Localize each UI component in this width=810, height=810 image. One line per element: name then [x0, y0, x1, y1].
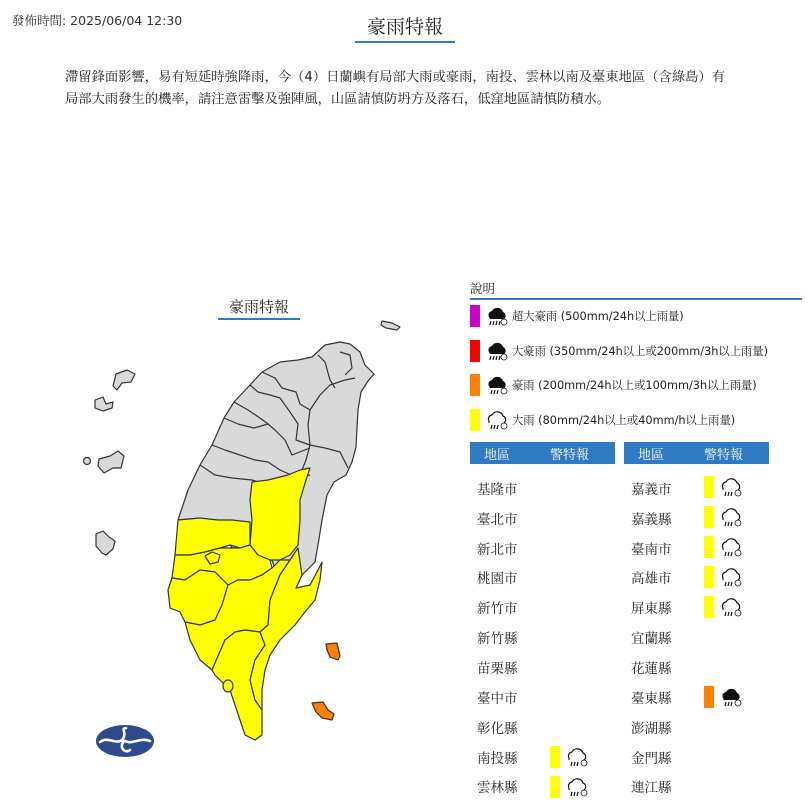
region-lienchiang: 連江縣: [631, 780, 672, 796]
region-yunlin: 雲林縣: [477, 780, 518, 796]
legend-label: 豪雨 (200mm/24h以上或100mm/3h以上雨量): [512, 379, 757, 392]
region-taichung: 臺中市: [477, 691, 518, 707]
header-warning: 警特報: [704, 447, 744, 463]
cloud-filled-rain-icon: [485, 305, 509, 327]
legend-swatch: [470, 374, 480, 396]
header-region: 地區: [638, 447, 665, 463]
region-hsinchu-city: 新竹市: [477, 601, 518, 617]
cwa-logo: [96, 725, 154, 757]
cloud-outline-rain-icon: [565, 746, 589, 768]
region-chiayi-county: 嘉義縣: [631, 512, 672, 528]
map-island-matsu[interactable]: [381, 321, 400, 330]
warning-swatch-chiayi-county: [704, 506, 714, 528]
legend-swatch: [470, 305, 480, 327]
cloud-outline-rain-icon: [719, 506, 743, 528]
map-island-penghu-2[interactable]: [84, 458, 91, 465]
warning-swatch-chiayi-city: [704, 476, 714, 498]
region-tainan: 臺南市: [631, 542, 672, 558]
region-pingtung: 屏東縣: [631, 601, 672, 617]
warning-swatch-pingtung: [704, 596, 714, 618]
warning-swatch-kaohsiung: [704, 566, 714, 588]
warning-swatch-nantou: [550, 746, 560, 768]
map-island-xiaoliuqiu[interactable]: [223, 680, 233, 692]
cloud-outline-rain-icon: [565, 776, 589, 798]
warning-description: 滯留鋒面影響，易有短延時強降雨，今（4）日蘭嶼有局部大雨或豪雨，南投、雲林以南及臺東地區（含綠島）有局部大雨發生的機率，請注意雷擊及強陣風，山區請慎防坍方及落石，低窪地區請慎防積水。: [65, 70, 726, 107]
region-kaohsiung: 高雄市: [631, 571, 672, 587]
region-taipei: 臺北市: [477, 512, 518, 528]
legend-label: 大豪雨 (350mm/24h以上或200mm/3h以上雨量): [512, 345, 769, 358]
cloud-outline-rain-icon: [719, 536, 743, 558]
legend-heading: 說明: [470, 279, 802, 300]
region-chiayi-city: 嘉義市: [631, 482, 672, 498]
map-island-kinmen-1[interactable]: [113, 370, 135, 390]
map-island-penghu-1[interactable]: [98, 451, 124, 473]
warning-swatch-taitung: [704, 686, 714, 708]
legend-item-torrential: [470, 374, 757, 396]
map-island-green-island[interactable]: [326, 643, 340, 660]
header-region: 地區: [484, 447, 511, 463]
legend-item-super-torrential: [470, 305, 684, 327]
region-hsinchu-county: 新竹縣: [477, 631, 518, 647]
legend-swatch: [470, 340, 480, 362]
cloud-outline-rain-icon: [719, 566, 743, 588]
map-island-penghu-3[interactable]: [96, 531, 115, 555]
cloud-filled-rain-icon: [485, 374, 509, 396]
warning-swatch-tainan: [704, 536, 714, 558]
legend-label: 超大豪雨 (500mm/24h以上雨量): [512, 310, 684, 323]
region-changhua: 彰化縣: [477, 721, 518, 737]
region-kinmen: 金門縣: [631, 751, 672, 767]
cloud-outline-rain-icon: [719, 476, 743, 498]
cloud-filled-rain-icon: [719, 686, 743, 708]
issue-time: 發佈時間: 2025/06/04 12:30: [12, 13, 183, 28]
region-yilan: 宜蘭縣: [631, 631, 672, 647]
region-taitung: 臺東縣: [631, 691, 672, 707]
legend-item-extremely-torrential: [470, 340, 768, 362]
cloud-outline-rain-icon: [719, 596, 743, 618]
map-island-orchid-island[interactable]: [312, 702, 334, 720]
header-warning: 警特報: [550, 447, 590, 463]
warning-swatch-yunlin: [550, 776, 560, 798]
legend-label: 大雨 (80mm/24h以上或40mm/h以上雨量): [512, 414, 736, 427]
region-miaoli: 苗栗縣: [477, 661, 518, 677]
map-title: 豪雨特報: [218, 296, 300, 320]
cloud-filled-rain-icon: [485, 340, 509, 362]
map-island-kinmen-2[interactable]: [95, 397, 113, 411]
page-title: 豪雨特報: [355, 12, 455, 43]
cloud-outline-rain-icon: [485, 409, 509, 431]
region-new-taipei: 新北市: [477, 542, 518, 558]
table-header-right: [624, 442, 769, 464]
region-penghu: 澎湖縣: [631, 721, 672, 737]
legend-swatch: [470, 409, 480, 431]
region-nantou: 南投縣: [477, 751, 518, 767]
region-keelung: 基隆市: [477, 482, 518, 498]
region-hualien: 花蓮縣: [631, 661, 672, 677]
region-taoyuan: 桃園市: [477, 571, 518, 587]
table-header-left: [470, 442, 615, 464]
legend-item-heavy-rain: [470, 409, 735, 431]
